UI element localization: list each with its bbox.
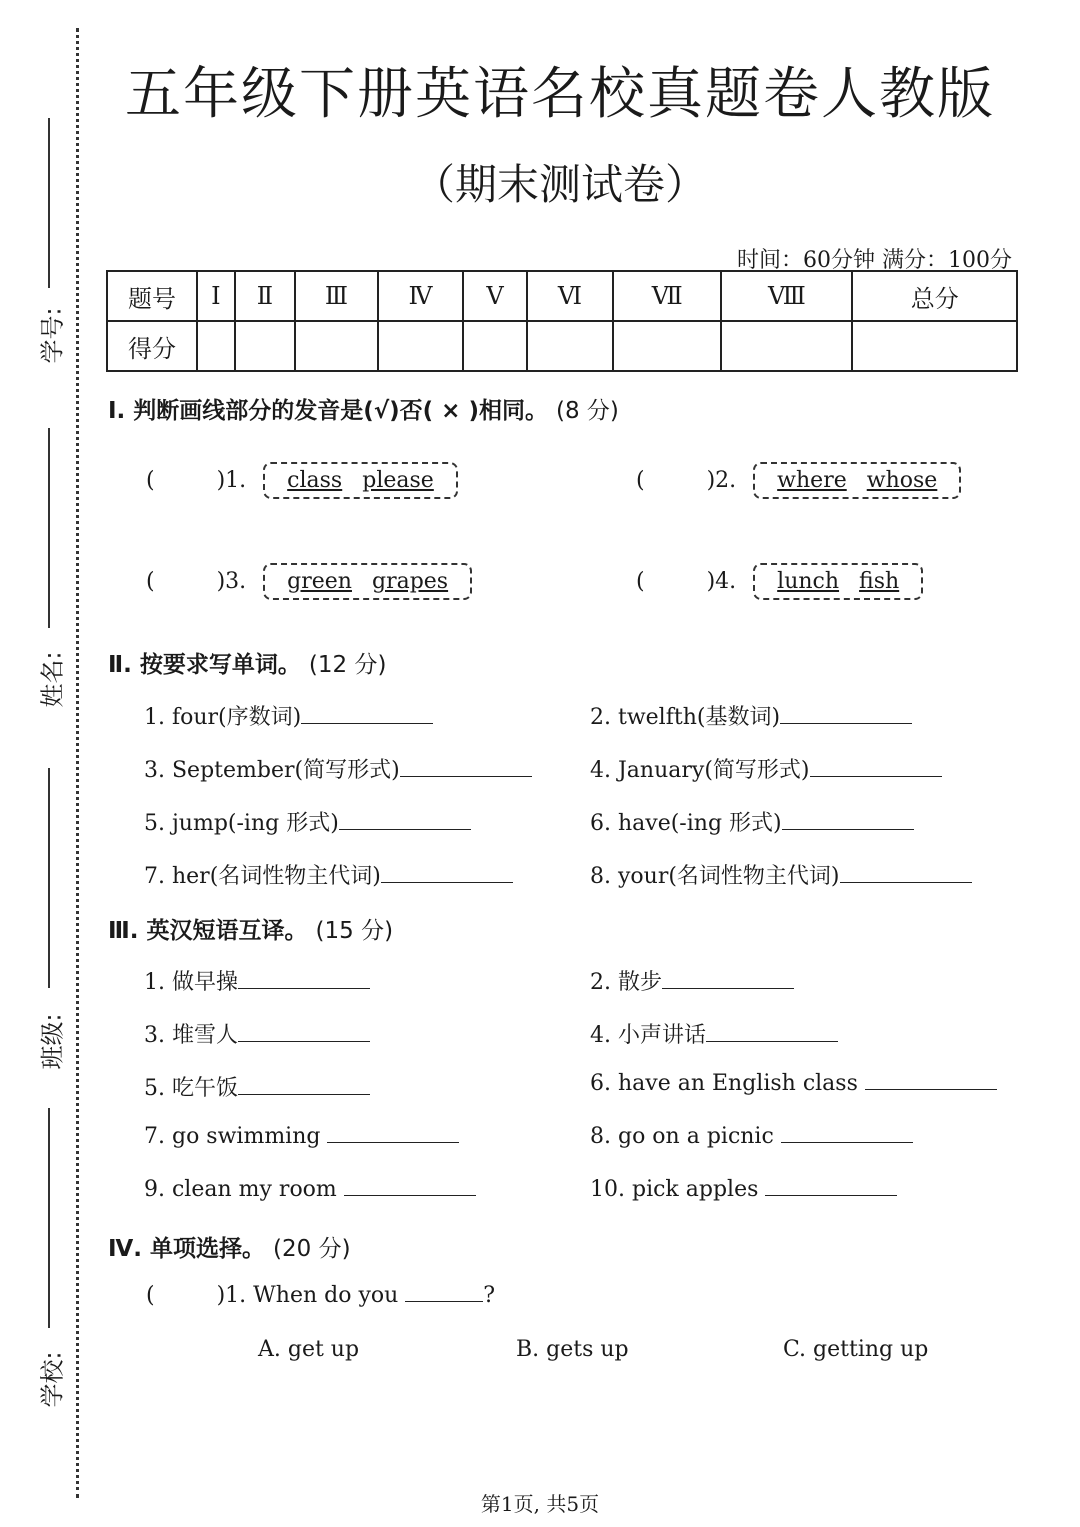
- word-box: [753, 462, 961, 499]
- item-text: 6. have an English class: [590, 1071, 858, 1096]
- answer-paren[interactable]: (: [146, 468, 155, 493]
- section-3-heading: [108, 912, 393, 945]
- section-1-score: (8 分): [556, 398, 619, 424]
- question-number: )3.: [216, 569, 247, 594]
- answer-blank[interactable]: [810, 775, 942, 777]
- score-cell[interactable]: [235, 321, 295, 371]
- score-cell[interactable]: [721, 321, 852, 371]
- s3-item: [590, 1071, 997, 1096]
- word: please: [362, 468, 434, 493]
- score-cell[interactable]: [295, 321, 378, 371]
- question-number: )4.: [706, 569, 737, 594]
- section-4-heading: [108, 1230, 351, 1263]
- s3-item: [144, 1177, 476, 1202]
- answer-paren[interactable]: (: [636, 569, 645, 594]
- section-4-score: (20 分): [273, 1236, 351, 1262]
- s3-item: [144, 1018, 370, 1049]
- s3-item: [590, 1124, 913, 1149]
- section-2-score: (12 分): [308, 652, 387, 678]
- word: class: [287, 468, 343, 493]
- table-cell: 总分: [852, 271, 1017, 321]
- option-b[interactable]: B. gets up: [516, 1337, 629, 1362]
- section-3-score: (15 分): [315, 918, 394, 944]
- s2-item: [590, 753, 942, 784]
- item-text: 10. pick apples: [590, 1177, 759, 1202]
- table-cell: Ⅱ: [235, 271, 295, 321]
- item-text: 4. 小声讲话: [590, 1023, 706, 1048]
- item-text: 3. September(简写形式): [144, 758, 400, 783]
- table-cell: Ⅵ: [527, 271, 613, 321]
- item-text: 5. jump(-ing 形式): [144, 811, 339, 836]
- answer-blank[interactable]: [662, 987, 794, 989]
- answer-blank[interactable]: [706, 1040, 838, 1042]
- question-text: )1. When do you: [216, 1283, 399, 1308]
- answer-blank[interactable]: [238, 1040, 370, 1042]
- item-text: 6. have(-ing 形式): [590, 811, 782, 836]
- word-box: [263, 563, 472, 600]
- word: where: [777, 468, 847, 493]
- answer-blank[interactable]: [344, 1194, 476, 1196]
- item-text: 2. twelfth(基数词): [590, 705, 781, 730]
- answer-blank[interactable]: [781, 1141, 913, 1143]
- answer-blank[interactable]: [865, 1088, 997, 1090]
- page-number: 第1页, 共5页: [480, 1492, 600, 1516]
- answer-blank[interactable]: [400, 775, 532, 777]
- s2-item: [144, 753, 532, 784]
- item-text: 1. 做早操: [144, 970, 238, 995]
- question-end: ?: [483, 1283, 496, 1308]
- s2-item: [144, 700, 433, 731]
- score-cell[interactable]: [852, 321, 1017, 371]
- table-cell: 得分: [107, 321, 197, 371]
- item-text: 4. January(简写形式): [590, 758, 810, 783]
- option-c[interactable]: C. getting up: [783, 1337, 929, 1362]
- s2-item: [590, 806, 914, 837]
- s1-question-2: [636, 462, 961, 499]
- name-line: [48, 428, 50, 628]
- score-table-header-row: [107, 271, 1017, 321]
- question-number: )2.: [706, 468, 737, 493]
- item-text: 7. her(名词性物主代词): [144, 864, 381, 889]
- answer-blank[interactable]: [238, 987, 370, 989]
- s3-item: [144, 1124, 459, 1149]
- answer-blank[interactable]: [782, 828, 914, 830]
- word: lunch: [777, 569, 840, 594]
- answer-blank[interactable]: [840, 881, 972, 883]
- score-cell[interactable]: [527, 321, 613, 371]
- item-text: 7. go swimming: [144, 1124, 321, 1149]
- score-cell[interactable]: [463, 321, 527, 371]
- word: fish: [859, 569, 900, 594]
- s1-question-3: [146, 563, 472, 600]
- score-table-score-row: [107, 321, 1017, 371]
- section-1-heading: [108, 392, 619, 425]
- answer-paren[interactable]: (: [146, 569, 155, 594]
- answer-blank[interactable]: [339, 828, 471, 830]
- score-table: [106, 270, 1018, 372]
- s2-item: [590, 700, 912, 731]
- score-cell[interactable]: [378, 321, 463, 371]
- section-2-title: Ⅱ. 按要求写单词。: [108, 652, 301, 678]
- score-cell[interactable]: [197, 321, 235, 371]
- time-info: 时间：60分钟 满分：100分: [737, 248, 1012, 273]
- table-cell: Ⅷ: [721, 271, 852, 321]
- answer-paren[interactable]: (: [146, 1283, 155, 1308]
- table-cell: Ⅲ: [295, 271, 378, 321]
- section-2-heading: [108, 646, 386, 679]
- name-label: 姓名:: [38, 651, 67, 708]
- table-cell: Ⅴ: [463, 271, 527, 321]
- answer-blank[interactable]: [780, 722, 912, 724]
- s1-question-1: [146, 462, 458, 499]
- item-text: 3. 堆雪人: [144, 1023, 238, 1048]
- option-a[interactable]: A. get up: [258, 1337, 360, 1362]
- table-cell: Ⅰ: [197, 271, 235, 321]
- item-text: 1. four(序数词): [144, 705, 302, 730]
- s3-item: [590, 1018, 838, 1049]
- item-text: 9. clean my room: [144, 1177, 337, 1202]
- page-subtitle: （期末测试卷）: [412, 160, 707, 209]
- class-label: 班级:: [38, 1013, 67, 1070]
- page-title: 五年级下册英语名校真题卷人教版: [125, 62, 995, 127]
- question-number: )1.: [216, 468, 247, 493]
- answer-blank[interactable]: [765, 1194, 897, 1196]
- s2-item: [144, 859, 513, 890]
- answer-paren[interactable]: (: [636, 468, 645, 493]
- s3-item: [144, 1071, 370, 1102]
- school-label: 学校:: [38, 1351, 67, 1408]
- item-text: 8. your(名词性物主代词): [590, 864, 840, 889]
- answer-blank[interactable]: [405, 1300, 483, 1302]
- word-box: [753, 563, 923, 600]
- answer-blank[interactable]: [238, 1093, 370, 1095]
- school-line: [48, 1108, 50, 1328]
- class-line: [48, 768, 50, 988]
- item-text: 2. 散步: [590, 970, 662, 995]
- s3-item: [590, 1177, 897, 1202]
- section-4-title: Ⅳ. 单项选择。: [108, 1236, 266, 1262]
- word-box: [263, 462, 458, 499]
- s4-question-1: [146, 1283, 495, 1308]
- answer-blank[interactable]: [301, 722, 433, 724]
- s3-item: [590, 965, 794, 996]
- item-text: 5. 吃午饭: [144, 1076, 238, 1101]
- section-3-title: Ⅲ. 英汉短语互译。: [108, 918, 308, 944]
- binding-dotted-line: [76, 28, 79, 1498]
- s1-question-4: [636, 563, 923, 600]
- s2-item: [144, 806, 471, 837]
- s3-item: [144, 965, 370, 996]
- word: green: [287, 569, 352, 594]
- table-cell: Ⅶ: [613, 271, 722, 321]
- word: grapes: [371, 569, 449, 594]
- item-text: 8. go on a picnic: [590, 1124, 774, 1149]
- section-1-title: Ⅰ. 判断画线部分的发音是(√)否( × )相同。: [108, 398, 548, 424]
- answer-blank[interactable]: [381, 881, 513, 883]
- answer-blank[interactable]: [327, 1141, 459, 1143]
- score-cell[interactable]: [613, 321, 722, 371]
- table-cell: 题号: [107, 271, 197, 321]
- s2-item: [590, 859, 972, 890]
- word: whose: [866, 468, 938, 493]
- student-id-label: 学号:: [38, 307, 67, 364]
- table-cell: Ⅳ: [378, 271, 463, 321]
